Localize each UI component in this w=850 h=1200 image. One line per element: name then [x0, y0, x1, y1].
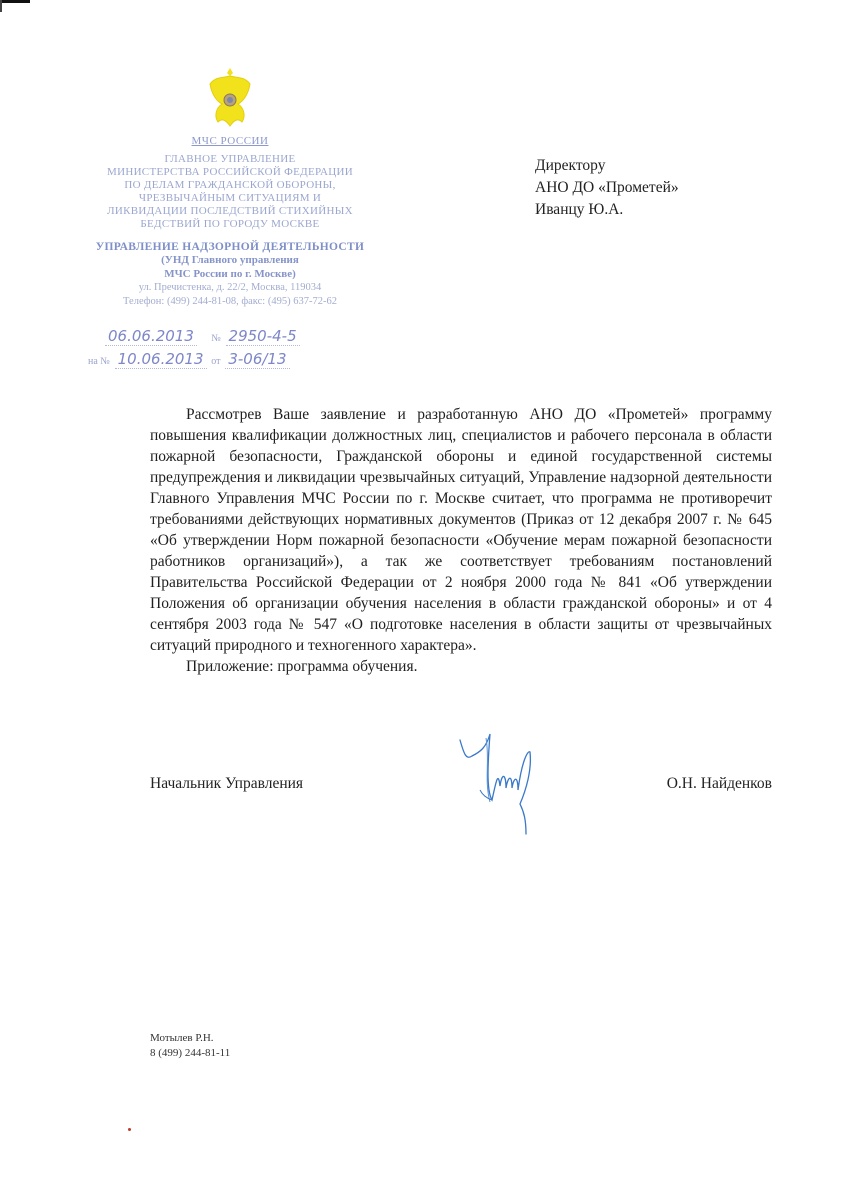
- number-label: №: [211, 333, 221, 344]
- reference-registration: [88, 350, 290, 368]
- org-short-name: МЧС РОССИИ: [191, 135, 269, 147]
- scan-border-mark: [0, 0, 30, 3]
- dept-sub-line: (УНД Главного управления: [161, 254, 299, 266]
- org-line: ПО ДЕЛАМ ГРАЖДАНСКОЙ ОБОРОНЫ,: [124, 179, 336, 191]
- outgoing-date: 06.06.2013: [105, 327, 197, 346]
- signatory-name: О.Н. Найденков: [666, 775, 772, 792]
- org-line: ЛИКВИДАЦИИ ПОСЛЕДСТВИЙ СТИХИЙНЫХ: [107, 205, 353, 217]
- ref-label: на №: [88, 356, 110, 367]
- letterhead: [70, 66, 390, 309]
- scan-speck: [128, 1128, 131, 1131]
- org-full-name: [70, 153, 390, 231]
- handwritten-signature-icon: [450, 730, 570, 850]
- signatory-title: Начальник Управления: [150, 775, 304, 792]
- dept-sub-line: МЧС России по г. Москве): [164, 268, 296, 280]
- body-paragraph: Рассмотрев Ваше заявление и разработанную АНО ДО «Прометей» программу повышения квалификации должностных лиц, специалистов и рабочего персонала в области пожарной безопасности, Гражданской обороны и единой государственной системы предупреждения и ликвидации чрезвычайных ситуаций, Управление надзорной деятельности Главного Управления МЧС России по г. Москве считает, что программа не противоречит требованиями действующих нормативных документов (Приказ от 12 декабря 2007 г. № 645 «Об утверждении Норм пожарной безопасности «Обучение мерам пожарной безопасности работников организаций»), а так же соответствует требованиям постановлений Правительства Российской Федерации от 2 ноября 2000 года № 841 «Об утверждении Положения об организации обучения населения в области гражданской обороны» и от 4 сентября 2003 года № 547 «О подготовке населения в области защиты от чрезвычайных ситуаций природного и техногенного характера».: [150, 406, 772, 654]
- outgoing-number: 2950-4-5: [226, 327, 300, 346]
- department-title: УПРАВЛЕНИЕ НАДЗОРНОЙ ДЕЯТЕЛЬНОСТИ: [95, 241, 365, 253]
- addressee-line: Директору: [535, 157, 606, 174]
- ref-from-label: от: [211, 356, 221, 367]
- letter-body: [150, 404, 772, 677]
- org-line: ЧРЕЗВЫЧАЙНЫМ СИТУАЦИЯМ И: [138, 192, 322, 204]
- executor-name: Мотылев Р.Н.: [150, 1032, 214, 1044]
- executor-contact: [150, 1031, 230, 1061]
- org-line: МИНИСТЕРСТВА РОССИЙСКОЙ ФЕДЕРАЦИИ: [107, 166, 353, 178]
- outgoing-registration: [105, 327, 300, 345]
- executor-phone: 8 (499) 244-81-11: [150, 1047, 231, 1059]
- scan-border-mark: [0, 0, 2, 12]
- addressee: [535, 155, 679, 221]
- phone-fax: Телефон: (499) 244-81-08, факс: (495) 637-72-62: [123, 296, 337, 307]
- mchs-emblem-icon: [206, 66, 254, 128]
- address: ул. Пречистенка, д. 22/2, Москва, 119034: [138, 282, 322, 293]
- addressee-line: АНО ДО «Прометей»: [535, 179, 679, 196]
- ref-number: 10.06.2013: [115, 350, 207, 369]
- ref-from: 3-06/13: [225, 350, 289, 369]
- org-line: БЕДСТВИЙ ПО ГОРОДУ МОСКВЕ: [140, 218, 320, 230]
- attachment-note: Приложение: программа обучения.: [186, 658, 418, 675]
- department-subtitle: [70, 253, 390, 281]
- org-line: ГЛАВНОЕ УПРАВЛЕНИЕ: [164, 153, 296, 165]
- addressee-line: Иванцу Ю.А.: [535, 201, 624, 218]
